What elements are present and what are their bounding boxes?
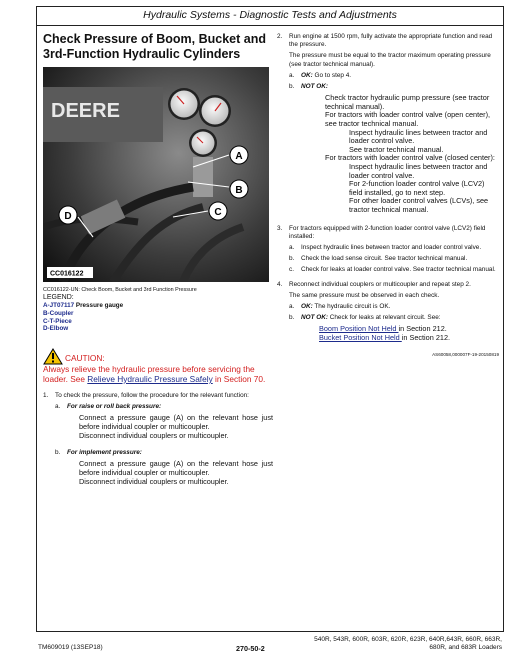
step-1b: b. For implement pressure: — [55, 449, 142, 457]
ref-boom: Boom Position Not Held in Section 212. — [319, 324, 447, 334]
step-2: 2. Run engine at 1500 rpm, fully activate the appropriate function and read the pressure. The pressure must be equal to the tractor maximum operating pressure (see tractor technical manual). a. OK: Go to step 4. b. NOT OK: Check tractor hydraulic pump pressure (see tractor technical manual). For tractors with loader control valve (open center), see tractor technical manual. Inspect hydraulic lines between tractor and loader control valve. See tractor technical manual. For tractors with loader control valve (closed center): Inspect hydraulic lines between tractor and loader control valve. For 2-function loader control valve (LCV2) field installed, go to next step. For other loader control valves (LCVs), see tractor technical manual. — [277, 33, 499, 215]
model-list: 540R, 543R, 600R, 603R, 620R, 623R, 640R,643R, 660R, 663R, 680R, and 683R Loaders — [314, 636, 502, 651]
image-id: CC016122 — [50, 270, 84, 278]
legend-item: A-JT07117 Pressure gauge — [43, 302, 124, 309]
fitting-body — [193, 157, 213, 197]
ref-bucket: Bucket Position Not Held in Section 212. — [319, 333, 451, 343]
step-1b-connect: Connect a pressure gauge (A) on the relevant hose just before individual coupler or multicoupler. — [79, 459, 273, 477]
step-1: 1. To check the pressure, follow the procedure for the relevant function: a. For raise or roll back pressure: Connect a pressure gauge (A) on the relevant hose just before individual coupler or multicoupler. Disconnect individual couplers or multicoupler. b. For implement pressure: Connect a pressure gauge (A) on the relevant hose just before individual coupler or multicoupler. Disconnect individual couplers or multicoupler. — [43, 392, 273, 486]
step-1a-disconnect: Disconnect individual couplers or multicoupler. — [79, 430, 229, 440]
reference-id: AS60058,000007F-19-20150819 — [432, 351, 499, 357]
step-1b-disconnect: Disconnect individual couplers or multicoupler. — [79, 476, 229, 486]
step-1a-connect: Connect a pressure gauge (A) on the relevant hose just before individual coupler or multicoupler. — [79, 413, 273, 431]
svg-text:B: B — [235, 185, 243, 196]
figure-caption: CC016122-UN: Check Boom, Bucket and 3rd Function Pressure — [43, 287, 197, 293]
brand-text: DEERE — [51, 100, 120, 122]
page-title: Check Pressure of Boom, Bucket and 3rd-Function Hydraulic Cylinders — [43, 32, 266, 61]
callout-a — [230, 146, 248, 164]
page-number: 270-50-2 — [236, 644, 265, 653]
svg-text:A: A — [235, 151, 243, 162]
boom-position-link[interactable]: Boom Position Not Held — [319, 324, 399, 334]
page-footer — [36, 634, 504, 658]
bucket-position-link[interactable]: Bucket Position Not Held — [319, 333, 402, 343]
step-3a: a. Inspect hydraulic lines between tractor and loader control valve. — [289, 243, 482, 251]
legend-item: C-T-Piece — [43, 317, 72, 325]
pressure-gauge-left — [168, 88, 200, 120]
pressure-gauge-center — [189, 129, 217, 157]
step-2a: a. OK: Go to step 4. — [289, 71, 352, 79]
page-frame — [36, 6, 504, 632]
relieve-pressure-link[interactable]: Relieve Hydraulic Pressure Safely — [87, 374, 213, 384]
legend-list — [43, 302, 273, 333]
legend-item: B-Coupler — [43, 309, 74, 317]
step-3: 3. For tractors equipped with 2-function loader control valve (LCV2) field installed: a. Inspect hydraulic lines between tractor and loader control valve. b. Check the load sense circuit. See tractor technical manual. c. Check for leaks at loader control valve. See tractor technical manual. — [277, 225, 499, 275]
step-4b: b. NOT OK: Check for leaks at relevant circuit. See: — [289, 314, 441, 322]
step-4: 4. Reconnect individual couplers or multicoupler and repeat step 2. The same pressure must be observed in each check. a. OK: The hydraulic circuit is OK. b. NOT OK: Check for leaks at relevant circuit. See: Boom Position Not Held in Section 212. Bucket Position Not Held in Section 212. — [277, 281, 499, 343]
legend-title: LEGEND: — [43, 294, 74, 301]
callout-c — [209, 202, 227, 220]
step-3c: c. Check for leaks at loader control valve. See tractor technical manual. — [289, 266, 496, 274]
warning-triangle-icon — [43, 348, 63, 365]
step-1a: a. For raise or roll back pressure: — [55, 403, 162, 411]
caution-text: Always relieve the hydraulic pressure before servicing the loader. See Relieve Hydraulic Pressure Safely in Section 70. — [43, 364, 266, 384]
right-column — [277, 33, 499, 359]
caution-label: CAUTION: — [65, 353, 105, 363]
left-steps — [43, 392, 273, 489]
svg-text:D: D — [64, 211, 72, 222]
callout-b — [230, 180, 248, 198]
manual-id: TM609019 (13SEP18) — [38, 644, 103, 651]
step-2b: b. NOT OK: — [289, 83, 328, 91]
section-header: Hydraulic Systems - Diagnostic Tests and Adjustments — [37, 7, 503, 26]
diagnostic-photo — [43, 67, 269, 282]
step-4a: a. OK: The hydraulic circuit is OK. — [289, 302, 391, 310]
legend-item: D-Elbow — [43, 325, 69, 333]
svg-text:C: C — [214, 207, 222, 218]
pressure-gauge-right — [199, 95, 231, 127]
callout-d — [59, 206, 77, 224]
photo-illustration — [43, 67, 269, 282]
step-3b: b. Check the load sense circuit. See tractor technical manual. — [289, 255, 468, 263]
